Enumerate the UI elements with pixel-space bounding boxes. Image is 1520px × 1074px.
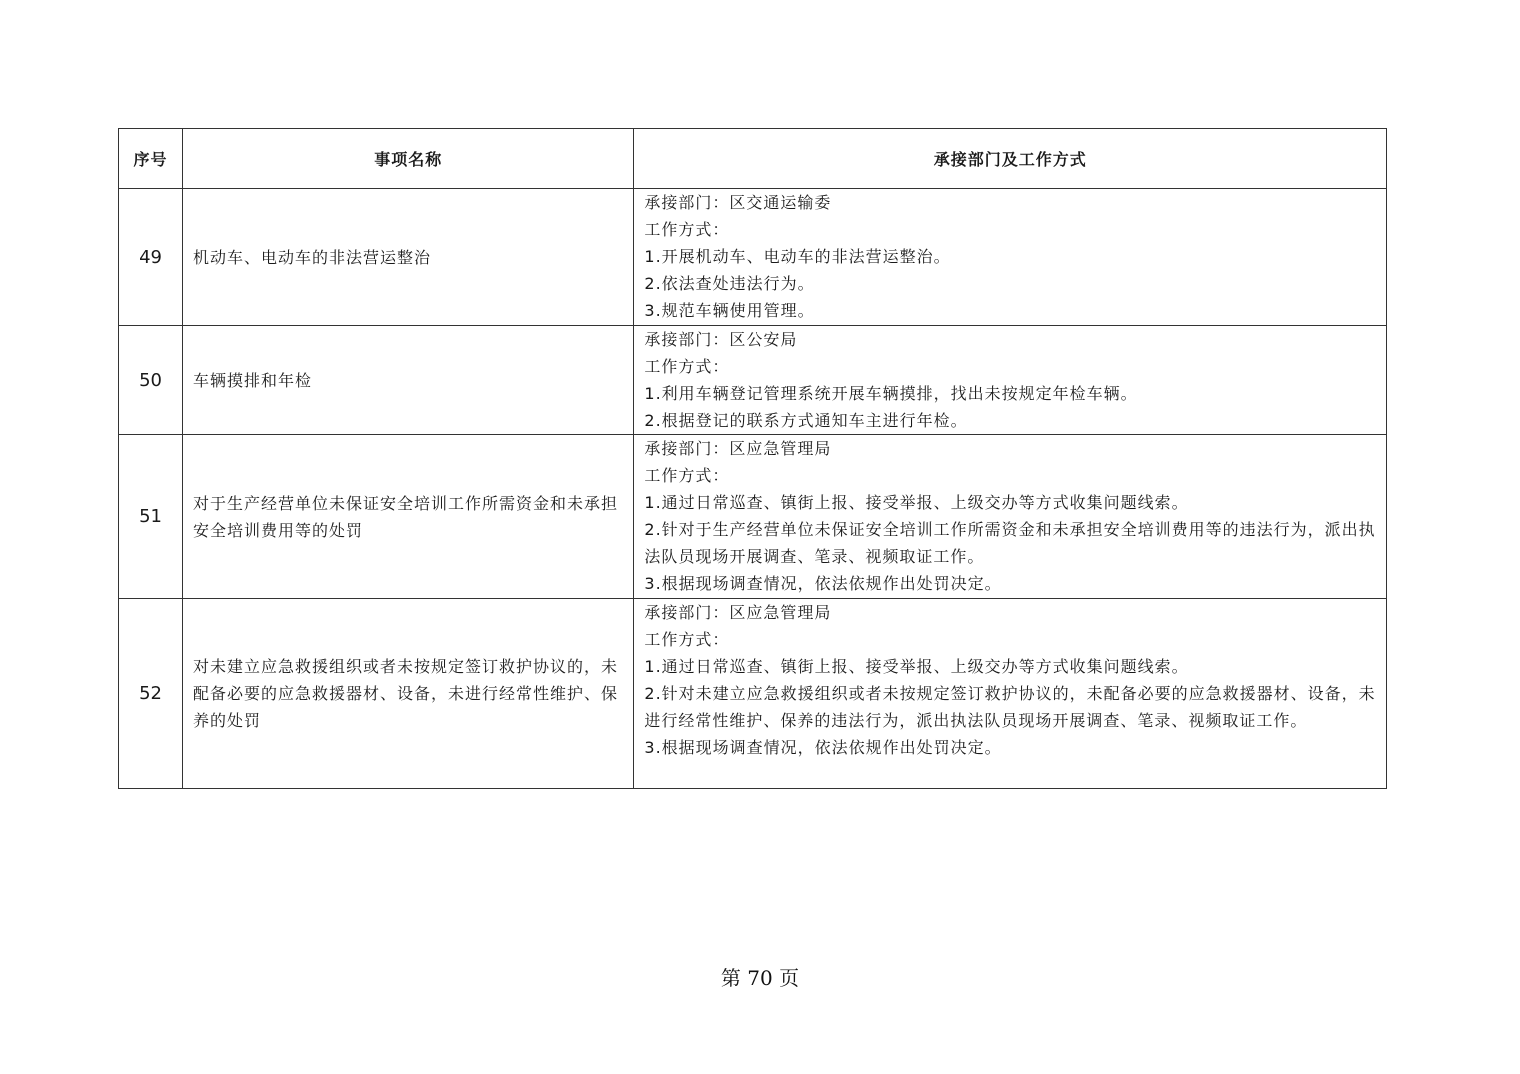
header-dept: 承接部门及工作方式 <box>634 129 1387 189</box>
dept-line: 工作方式： <box>644 220 730 239</box>
dept-line: 1.利用车辆登记管理系统开展车辆摸排，找出未按规定年检车辆。 <box>644 384 1138 403</box>
row-name: 车辆摸排和年检 <box>183 326 634 435</box>
dept-line: 3.根据现场调查情况，依法依规作出处罚决定。 <box>644 574 1002 593</box>
page-number: 第 70 页 <box>720 966 800 990</box>
row-seq: 50 <box>119 326 183 435</box>
dept-line: 工作方式： <box>644 630 730 649</box>
table-row <box>119 599 1387 789</box>
row-seq: 49 <box>119 189 183 326</box>
header-name: 事项名称 <box>183 129 634 189</box>
table-row <box>119 435 1387 599</box>
row-name: 机动车、电动车的非法营运整治 <box>183 189 634 326</box>
table-row <box>119 326 1387 435</box>
table-row <box>119 189 1387 326</box>
row-name: 对未建立应急救援组织或者未按规定签订救护协议的，未配备必要的应急救援器材、设备，未进行经常性维护、保养的处罚 <box>183 599 634 789</box>
matters-table <box>118 128 1387 789</box>
dept-line: 1.开展机动车、电动车的非法营运整治。 <box>644 247 951 266</box>
header-row <box>119 129 1387 189</box>
dept-line: 2.根据登记的联系方式通知车主进行年检。 <box>644 411 968 430</box>
dept-line: 1.通过日常巡查、镇街上报、接受举报、上级交办等方式收集问题线索。 <box>644 493 1189 512</box>
header-seq: 序号 <box>119 129 183 189</box>
row-dept <box>634 326 1387 435</box>
dept-line: 2.针对于生产经营单位未保证安全培训工作所需资金和未承担安全培训费用等的违法行为，派出执法队员现场开展调查、笔录、视频取证工作。 <box>644 520 1376 566</box>
row-seq: 52 <box>119 599 183 789</box>
row-seq: 51 <box>119 435 183 599</box>
dept-line: 承接部门：区交通运输委 <box>644 193 832 212</box>
dept-line: 工作方式： <box>644 466 730 485</box>
dept-line: 2.依法查处违法行为。 <box>644 274 815 293</box>
dept-line: 3.规范车辆使用管理。 <box>644 301 815 320</box>
row-dept <box>634 599 1387 789</box>
table-header <box>119 129 1387 189</box>
dept-line: 2.针对未建立应急救援组织或者未按规定签订救护协议的，未配备必要的应急救援器材、设备，未进行经常性维护、保养的违法行为，派出执法队员现场开展调查、笔录、视频取证工作。 <box>644 684 1376 730</box>
dept-line: 承接部门：区应急管理局 <box>644 439 832 458</box>
row-dept <box>634 189 1387 326</box>
table-body <box>119 189 1387 789</box>
dept-line: 工作方式： <box>644 357 730 376</box>
dept-line: 承接部门：区应急管理局 <box>644 603 832 622</box>
dept-line: 1.通过日常巡查、镇街上报、接受举报、上级交办等方式收集问题线索。 <box>644 657 1189 676</box>
row-name: 对于生产经营单位未保证安全培训工作所需资金和未承担安全培训费用等的处罚 <box>183 435 634 599</box>
row-dept <box>634 435 1387 599</box>
dept-line: 3.根据现场调查情况，依法依规作出处罚决定。 <box>644 738 1002 757</box>
dept-line: 承接部门：区公安局 <box>644 330 798 349</box>
